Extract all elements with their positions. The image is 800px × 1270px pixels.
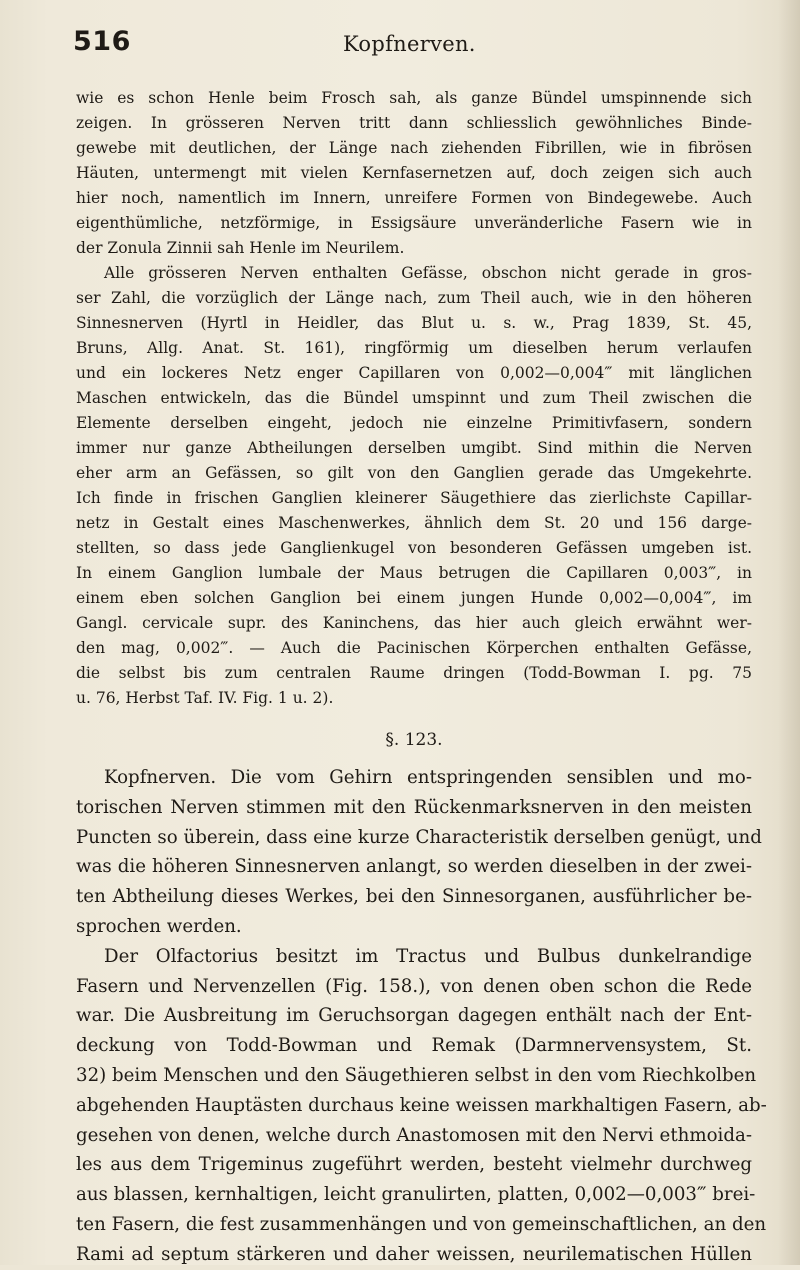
text-line: Fasern und Nervenzellen (Fig. 158.), von denen oben schon die Rede: [76, 975, 752, 997]
paragraph-3: [76, 763, 762, 942]
text-line: gesehen von denen, welche durch Anastomosen mit den Nervi ethmoida-: [76, 1124, 752, 1146]
page-edge-shadow: [778, 0, 800, 1265]
page-header: [73, 26, 753, 70]
text-line: Ich finde in frischen Ganglien kleinerer Säugethiere das zierlichste Capillar-: [76, 489, 752, 507]
text-line: In einem Ganglion lumbale der Maus betrugen die Capillaren 0,003‴, in: [76, 564, 752, 582]
text-line: deckung von Todd-Bowman und Remak (Darmnervensystem, St.: [76, 1035, 752, 1057]
text-line: les aus dem Trigeminus zugeführt werden, besteht vielmehr durchweg: [76, 1154, 752, 1176]
text-line: Rami ad septum stärkeren und daher weissen, neurilematischen Hüllen: [76, 1243, 752, 1265]
text-line: zeigen. In grösseren Nerven tritt dann schliesslich gewöhnliches Binde-: [76, 114, 752, 132]
text-line: Bruns, Allg. Anat. St. 161), ringförmig um dieselben herum verlaufen: [76, 339, 752, 357]
running-head: Kopfnerven.: [343, 32, 476, 56]
text-line: ten Abtheilung dieses Werkes, bei den Sinnesorganen, ausführlicher be-: [76, 886, 752, 908]
text-line: war. Die Ausbreitung im Geruchsorgan dagegen enthält nach der Ent-: [76, 1005, 752, 1027]
text-line: Der Olfactorius besitzt im Tractus und Bulbus dunkelrandige: [104, 945, 752, 967]
text-line: Puncten so überein, dass eine kurze Characteristik derselben genügt, und: [76, 826, 762, 848]
text-line: eigenthümliche, netzförmige, in Essigsäure unveränderliche Fasern wie in: [76, 214, 752, 232]
text-line: 32) beim Menschen und den Säugethieren selbst in den vom Riechkolben: [76, 1064, 757, 1086]
paragraph-4: [76, 942, 767, 1270]
text-line: ten Fasern, die fest zusammenhängen und von gemeinschaftlichen, an den: [76, 1213, 767, 1235]
text-line: torischen Nerven stimmen mit den Rückenmarksnerven in den meisten: [76, 796, 752, 818]
text-line: stellten, so dass jede Ganglienkugel von besonderen Gefässen umgeben ist.: [76, 539, 752, 557]
text-line: netz in Gestalt eines Maschenwerkes, ähnlich dem St. 20 und 156 darge-: [76, 514, 752, 532]
text-line: Häuten, untermengt mit vielen Kernfasernetzen auf, doch zeigen sich auch: [76, 164, 752, 182]
text-line: den mag, 0,002‴. — Auch die Pacinischen Körperchen enthalten Gefässe,: [76, 639, 752, 657]
text-line: und ein lockeres Netz enger Capillaren von 0,002—0,004‴ mit länglichen: [76, 364, 752, 382]
page-number: 516: [73, 26, 131, 57]
text-line: aus blassen, kernhaltigen, leicht granulirten, platten, 0,002—0,003‴ brei-: [76, 1184, 756, 1206]
text-line: immer nur ganze Abtheilungen derselben umgibt. Sind mithin die Nerven: [76, 439, 752, 457]
text-line: einem eben solchen Ganglion bei einem jungen Hunde 0,002—0,004‴, im: [76, 589, 752, 607]
text-line: die selbst bis zum centralen Raume dringen (Todd-Bowman I. pg. 75: [76, 664, 752, 682]
text-line: eher arm an Gefässen, so gilt von den Ganglien gerade das Umgekehrte.: [76, 464, 752, 482]
text-line: wie es schon Henle beim Frosch sah, als ganze Bündel umspinnende sich: [76, 89, 752, 107]
text-line: was die höheren Sinnesnerven anlangt, so werden dieselben in der zwei-: [76, 856, 752, 878]
text-line: Sinnesnerven (Hyrtl in Heidler, das Blut u. s. w., Prag 1839, St. 45,: [76, 314, 752, 332]
paragraph-1: [76, 86, 752, 261]
text-line: abgehenden Hauptästen durchaus keine weissen markhaltigen Fasern, ab-: [76, 1094, 767, 1116]
text-line: der Zonula Zinnii sah Henle im Neurilem.: [76, 239, 405, 257]
text-line: Elemente derselben eingeht, jedoch nie einzelne Primitivfasern, sondern: [76, 414, 752, 432]
text-line: Kopfnerven. Die vom Gehirn entspringenden sensiblen und mo-: [104, 767, 752, 788]
body-text: [76, 86, 767, 1270]
text-line: ser Zahl, die vorzüglich der Länge nach, zum Theil auch, wie in den höheren: [76, 289, 752, 307]
text-line: Gangl. cervicale supr. des Kaninchens, das hier auch gleich erwähnt wer-: [76, 614, 752, 632]
text-line: hier noch, namentlich im Innern, unreifere Formen von Bindegewebe. Auch: [76, 189, 752, 207]
text-line: gewebe mit deutlichen, der Länge nach ziehenden Fibrillen, wie in fibrösen: [76, 139, 752, 157]
text-line: sprochen werden.: [76, 915, 242, 937]
text-line: Alle grösseren Nerven enthalten Gefässe, obschon nicht gerade in gros-: [104, 264, 752, 282]
text-line: u. 76, Herbst Taf. IV. Fig. 1 u. 2).: [76, 689, 334, 707]
text-line: Maschen entwickeln, das die Bündel umspinnt und zum Theil zwischen die: [76, 389, 752, 407]
paragraph-2: [76, 261, 752, 711]
section-heading: §. 123.: [385, 730, 443, 750]
